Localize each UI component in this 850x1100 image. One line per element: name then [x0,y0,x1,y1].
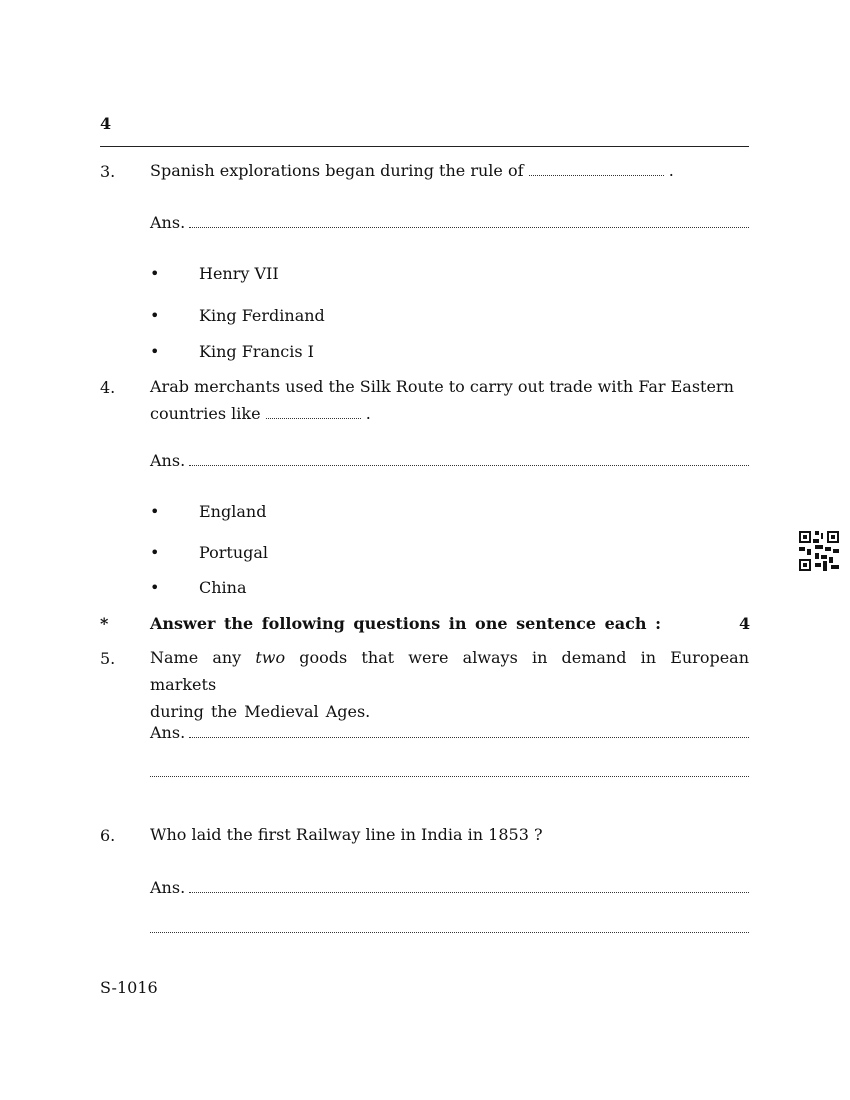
bullet: • [150,342,160,361]
question-3-answer-line[interactable] [150,213,749,232]
question-4-text [150,373,749,427]
bullet: • [150,578,160,597]
question-5-number: 5. [100,649,116,668]
bullet: • [150,264,160,283]
section-marker: * [100,614,109,633]
section-heading: Answer the following questions in one sentence each : [150,614,662,633]
answer-label: Ans. [150,723,186,742]
question-4-option-1: England [199,502,267,521]
question-5-answer-line-2[interactable] [150,776,749,777]
question-6-answer-line-2[interactable] [150,932,749,933]
bullet: • [150,306,160,325]
question-4-option-2: Portugal [199,543,269,562]
question-4-number: 4. [100,378,116,397]
question-6-answer-line[interactable] [150,878,749,897]
question-3-option-2: King Ferdinand [199,306,325,325]
question-5-text [150,644,749,725]
question-4-end: . [360,404,371,423]
question-5-line-2: during the Medieval Ages. [150,702,371,721]
page-number: 4 [100,114,112,133]
header-rule [100,146,749,147]
answer-dots [189,215,749,228]
answer-dots [189,725,749,738]
question-6-text: Who laid the first Railway line in India in 1853 ? [150,825,543,844]
question-4-answer-line[interactable] [150,451,749,470]
question-6-number: 6. [100,826,116,845]
question-3-option-1: Henry VII [199,264,279,283]
question-5-after: goods that were always in demand in European markets [150,648,750,694]
question-3-number: 3. [100,162,116,181]
question-4-blank [266,408,361,419]
question-5-emphasis: two [255,648,286,667]
question-3-prompt: Spanish explorations began during the rule of [150,161,524,180]
question-4-prompt-end: countries like [150,404,261,423]
answer-label: Ans. [150,878,186,897]
question-4-line-2 [150,400,749,427]
question-3-text [150,157,749,184]
question-4-line-1: Arab merchants used the Silk Route to carry out trade with Far Eastern [150,377,734,396]
question-5-line-1 [150,644,749,698]
answer-label: Ans. [150,213,186,232]
paper-code: S-1016 [100,978,158,997]
question-3-blank [529,165,664,176]
section-marks: 4 [739,614,751,633]
question-3-end: . [663,161,674,180]
qr-code-icon [799,531,839,571]
answer-dots [189,453,749,466]
question-3-option-3: King Francis I [199,342,314,361]
question-5-answer-line[interactable] [150,723,749,742]
answer-dots [189,880,749,893]
question-5-before: Name any [150,648,242,667]
answer-label: Ans. [150,451,186,470]
bullet: • [150,543,160,562]
bullet: • [150,502,160,521]
question-4-option-3: China [199,578,247,597]
